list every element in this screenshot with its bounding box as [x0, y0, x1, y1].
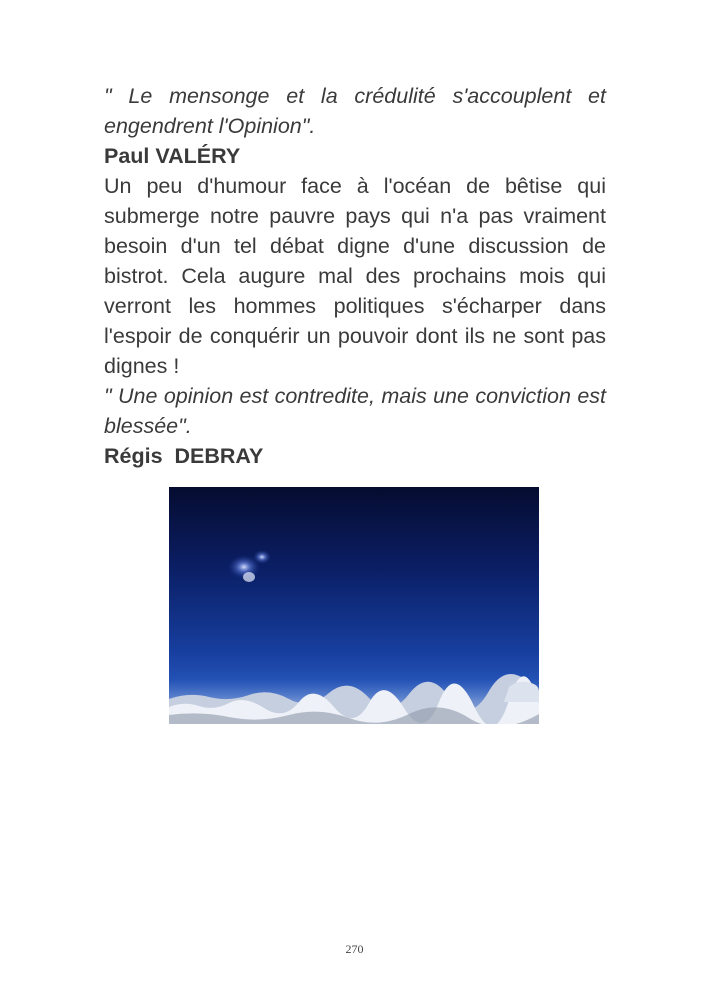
author-debray: Régis DEBRAY	[104, 444, 264, 468]
page-number: 270	[345, 942, 364, 956]
commentary-paragraph: Un peu d'humour face à l'océan de bêtise qui submerge notre pauvre pays qui n'a pas vraiment besoin d'un tel débat digne d'une discussion de bistrot. Cela augure mal des prochains mois qui verront les hommes politiques s'écharper dans l'espoir de conquérir un pouvoir dont ils ne sont pas dignes !	[104, 174, 606, 378]
night-sky-photo	[169, 487, 539, 724]
author-valery: Paul VALÉRY	[104, 144, 241, 168]
text-column	[104, 81, 606, 471]
quote-valery: " Le mensonge et la crédulité s'accouplent et engendrent l'Opinion".	[104, 84, 606, 138]
sky-above-clouds-image	[169, 487, 539, 724]
quote-debray: " Une opinion est contredite, mais une conviction est blessée".	[104, 384, 606, 438]
